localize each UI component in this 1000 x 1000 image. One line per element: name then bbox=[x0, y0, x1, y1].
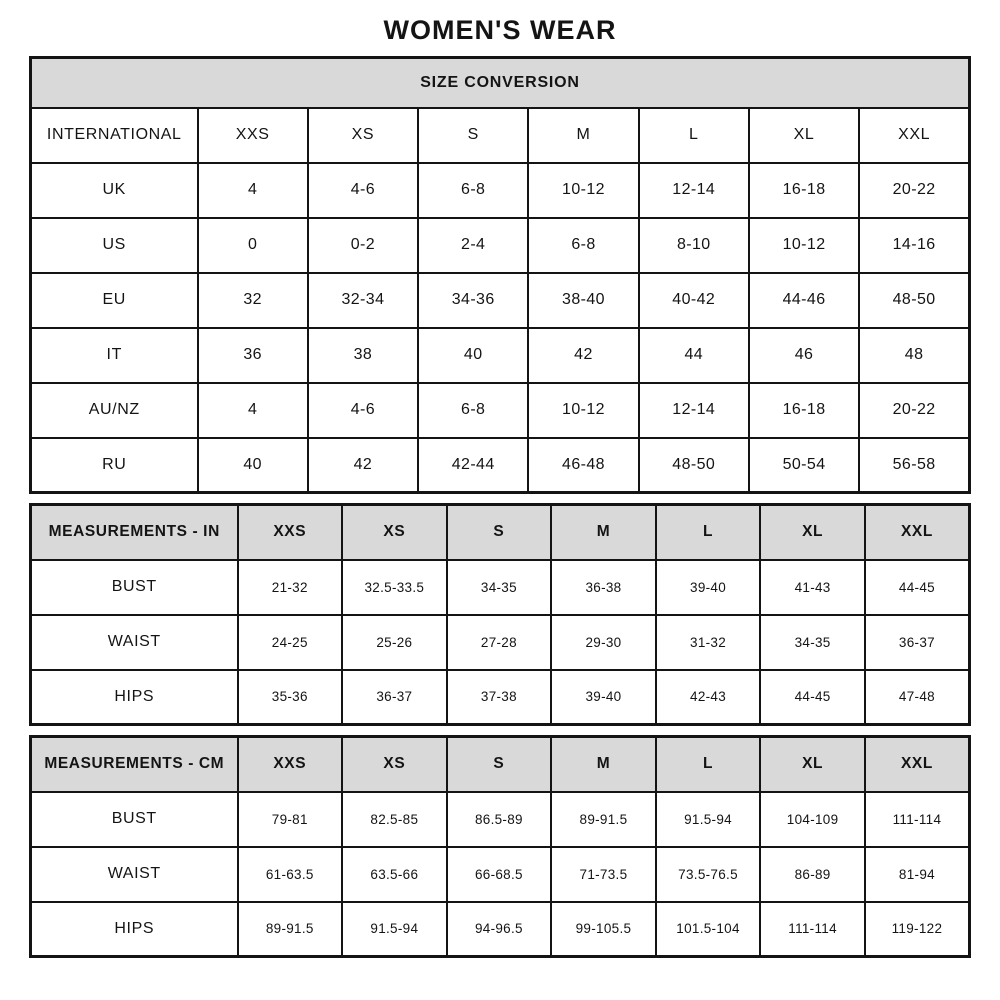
row-label: WAIST bbox=[31, 847, 238, 902]
column-header: XXL bbox=[859, 108, 969, 163]
row-label: HIPS bbox=[31, 902, 238, 957]
measurements-cm-table bbox=[29, 735, 971, 958]
size-value-cell: 36-38 bbox=[551, 560, 656, 615]
column-header: L bbox=[639, 108, 749, 163]
column-header: XL bbox=[760, 737, 865, 792]
row-label: IT bbox=[31, 328, 198, 383]
corner-header: INTERNATIONAL bbox=[31, 108, 198, 163]
row-label: HIPS bbox=[31, 670, 238, 725]
table-row bbox=[31, 560, 970, 615]
table-row bbox=[31, 670, 970, 725]
size-value-cell: 101.5-104 bbox=[656, 902, 761, 957]
size-value-cell: 32.5-33.5 bbox=[342, 560, 447, 615]
row-label: BUST bbox=[31, 560, 238, 615]
column-header: S bbox=[418, 108, 528, 163]
size-value-cell: 16-18 bbox=[749, 383, 859, 438]
size-value-cell: 42-44 bbox=[418, 438, 528, 493]
table-row bbox=[31, 163, 970, 218]
size-value-cell: 6-8 bbox=[418, 383, 528, 438]
column-header: XXL bbox=[865, 505, 970, 560]
size-value-cell: 104-109 bbox=[760, 792, 865, 847]
size-value-cell: 6-8 bbox=[418, 163, 528, 218]
size-value-cell: 40 bbox=[418, 328, 528, 383]
size-value-cell: 24-25 bbox=[238, 615, 343, 670]
column-header-row bbox=[31, 505, 970, 560]
column-header: XL bbox=[760, 505, 865, 560]
size-value-cell: 42 bbox=[528, 328, 638, 383]
size-value-cell: 36-37 bbox=[865, 615, 970, 670]
table-row bbox=[31, 218, 970, 273]
column-header: XS bbox=[342, 737, 447, 792]
size-value-cell: 42-43 bbox=[656, 670, 761, 725]
column-header: XXS bbox=[238, 737, 343, 792]
size-value-cell: 25-26 bbox=[342, 615, 447, 670]
column-header-row bbox=[31, 108, 970, 163]
size-value-cell: 89-91.5 bbox=[551, 792, 656, 847]
table-row bbox=[31, 792, 970, 847]
row-label: EU bbox=[31, 273, 198, 328]
size-value-cell: 12-14 bbox=[639, 383, 749, 438]
size-value-cell: 32-34 bbox=[308, 273, 418, 328]
size-value-cell: 99-105.5 bbox=[551, 902, 656, 957]
size-value-cell: 0 bbox=[198, 218, 308, 273]
size-value-cell: 6-8 bbox=[528, 218, 638, 273]
row-label: AU/NZ bbox=[31, 383, 198, 438]
table-row bbox=[31, 273, 970, 328]
size-value-cell: 37-38 bbox=[447, 670, 552, 725]
size-value-cell: 0-2 bbox=[308, 218, 418, 273]
size-value-cell: 94-96.5 bbox=[447, 902, 552, 957]
size-value-cell: 47-48 bbox=[865, 670, 970, 725]
measurements-in-table bbox=[29, 503, 971, 726]
size-value-cell: 39-40 bbox=[551, 670, 656, 725]
size-value-cell: 111-114 bbox=[760, 902, 865, 957]
size-value-cell: 50-54 bbox=[749, 438, 859, 493]
column-header: XS bbox=[308, 108, 418, 163]
size-value-cell: 82.5-85 bbox=[342, 792, 447, 847]
size-value-cell: 10-12 bbox=[749, 218, 859, 273]
column-header: XXS bbox=[238, 505, 343, 560]
column-header: L bbox=[656, 505, 761, 560]
size-value-cell: 81-94 bbox=[865, 847, 970, 902]
column-header: S bbox=[447, 737, 552, 792]
row-label: US bbox=[31, 218, 198, 273]
corner-header: MEASUREMENTS - IN bbox=[31, 505, 238, 560]
size-value-cell: 34-35 bbox=[760, 615, 865, 670]
size-value-cell: 36 bbox=[198, 328, 308, 383]
row-label: BUST bbox=[31, 792, 238, 847]
size-value-cell: 34-35 bbox=[447, 560, 552, 615]
size-conversion-table bbox=[29, 56, 971, 494]
table-banner-row bbox=[31, 58, 970, 108]
size-value-cell: 61-63.5 bbox=[238, 847, 343, 902]
column-header: XXS bbox=[198, 108, 308, 163]
size-value-cell: 21-32 bbox=[238, 560, 343, 615]
size-value-cell: 40-42 bbox=[639, 273, 749, 328]
size-value-cell: 4 bbox=[198, 383, 308, 438]
size-value-cell: 44 bbox=[639, 328, 749, 383]
size-value-cell: 27-28 bbox=[447, 615, 552, 670]
size-value-cell: 66-68.5 bbox=[447, 847, 552, 902]
corner-header: MEASUREMENTS - CM bbox=[31, 737, 238, 792]
size-value-cell: 111-114 bbox=[865, 792, 970, 847]
row-label: RU bbox=[31, 438, 198, 493]
size-value-cell: 36-37 bbox=[342, 670, 447, 725]
row-label: UK bbox=[31, 163, 198, 218]
table-row bbox=[31, 328, 970, 383]
size-value-cell: 4 bbox=[198, 163, 308, 218]
column-header-row bbox=[31, 737, 970, 792]
column-header: XXL bbox=[865, 737, 970, 792]
size-value-cell: 44-45 bbox=[760, 670, 865, 725]
column-header: M bbox=[551, 737, 656, 792]
size-value-cell: 46 bbox=[749, 328, 859, 383]
size-value-cell: 89-91.5 bbox=[238, 902, 343, 957]
table-row bbox=[31, 438, 970, 493]
size-value-cell: 48-50 bbox=[639, 438, 749, 493]
row-label: WAIST bbox=[31, 615, 238, 670]
table-row bbox=[31, 383, 970, 438]
column-header: XL bbox=[749, 108, 859, 163]
size-value-cell: 91.5-94 bbox=[342, 902, 447, 957]
table-row bbox=[31, 847, 970, 902]
size-value-cell: 38-40 bbox=[528, 273, 638, 328]
size-value-cell: 16-18 bbox=[749, 163, 859, 218]
size-value-cell: 48 bbox=[859, 328, 969, 383]
size-value-cell: 31-32 bbox=[656, 615, 761, 670]
size-value-cell: 119-122 bbox=[865, 902, 970, 957]
size-value-cell: 79-81 bbox=[238, 792, 343, 847]
size-value-cell: 91.5-94 bbox=[656, 792, 761, 847]
size-value-cell: 42 bbox=[308, 438, 418, 493]
size-value-cell: 63.5-66 bbox=[342, 847, 447, 902]
size-value-cell: 32 bbox=[198, 273, 308, 328]
size-value-cell: 86.5-89 bbox=[447, 792, 552, 847]
size-value-cell: 46-48 bbox=[528, 438, 638, 493]
table-row bbox=[31, 902, 970, 957]
column-header: M bbox=[551, 505, 656, 560]
column-header: S bbox=[447, 505, 552, 560]
size-value-cell: 35-36 bbox=[238, 670, 343, 725]
column-header: XS bbox=[342, 505, 447, 560]
size-value-cell: 34-36 bbox=[418, 273, 528, 328]
size-value-cell: 8-10 bbox=[639, 218, 749, 273]
size-value-cell: 86-89 bbox=[760, 847, 865, 902]
size-value-cell: 71-73.5 bbox=[551, 847, 656, 902]
size-value-cell: 4-6 bbox=[308, 163, 418, 218]
table-row bbox=[31, 615, 970, 670]
size-value-cell: 2-4 bbox=[418, 218, 528, 273]
size-value-cell: 20-22 bbox=[859, 163, 969, 218]
column-header: M bbox=[528, 108, 638, 163]
size-value-cell: 44-46 bbox=[749, 273, 859, 328]
size-value-cell: 48-50 bbox=[859, 273, 969, 328]
size-value-cell: 20-22 bbox=[859, 383, 969, 438]
size-value-cell: 12-14 bbox=[639, 163, 749, 218]
size-value-cell: 56-58 bbox=[859, 438, 969, 493]
page-title: WOMEN'S WEAR bbox=[383, 15, 617, 45]
size-value-cell: 14-16 bbox=[859, 218, 969, 273]
size-value-cell: 10-12 bbox=[528, 383, 638, 438]
size-value-cell: 39-40 bbox=[656, 560, 761, 615]
size-value-cell: 10-12 bbox=[528, 163, 638, 218]
size-value-cell: 41-43 bbox=[760, 560, 865, 615]
size-value-cell: 4-6 bbox=[308, 383, 418, 438]
size-value-cell: 38 bbox=[308, 328, 418, 383]
table-title: SIZE CONVERSION bbox=[31, 58, 970, 108]
size-value-cell: 44-45 bbox=[865, 560, 970, 615]
size-value-cell: 29-30 bbox=[551, 615, 656, 670]
column-header: L bbox=[656, 737, 761, 792]
size-value-cell: 40 bbox=[198, 438, 308, 493]
size-value-cell: 73.5-76.5 bbox=[656, 847, 761, 902]
